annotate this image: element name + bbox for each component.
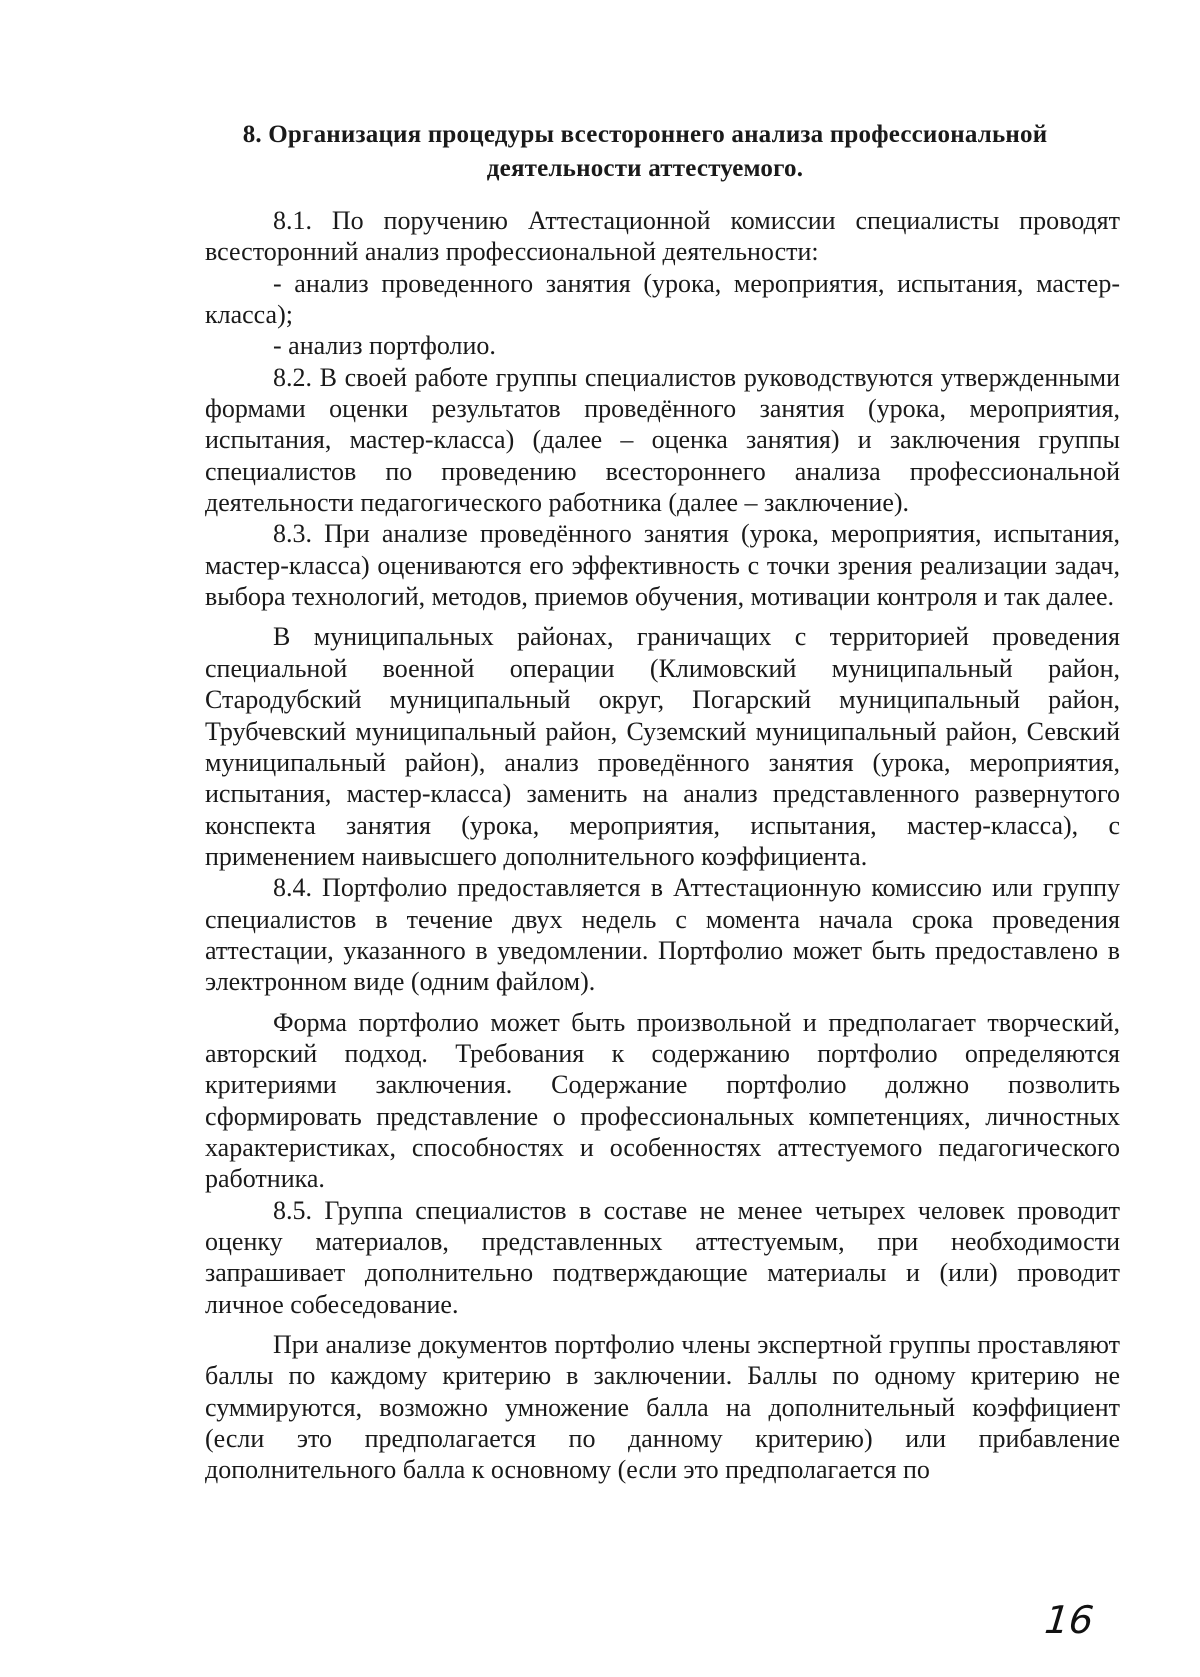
heading-line-1: 8. Организация процедуры всестороннего анализа профессиональной: [242, 121, 1048, 148]
paragraph-portfolio-scoring: При анализе документов портфолио члены экспертной группы проставляют баллы по каждому критерию в заключении. Баллы по одному критерию не суммируются, возможно умножение балла на дополнительный коэффициент (если это предполагается по данному критерию) или прибавление дополнительного балла к основному (если это предполагается по: [205, 1330, 1120, 1485]
paragraph-border-districts: В муниципальных районах, граничащих с территорией проведения специальной военной операции (Климовский муниципальный район, Стародубский муниципальный округ, Погарский муниципальный район, Трубчевский муниципальный район, Суземский муниципальный район, Севский муниципальный район), анализ проведённого занятия (урока, мероприятия, испытания, мастер-класса) заменить на анализ представленного развернутого конспекта занятия (урока, мероприятия, испытания, мастер-класса), с применением наивысшего дополнительного коэффициента.: [205, 622, 1120, 871]
list-item-portfolio-analysis: - анализ портфолио.: [273, 331, 496, 361]
document-body: [205, 205, 1120, 1486]
paragraph-8-5: 8.5. Группа специалистов в составе не менее четырех человек проводит оценку материалов, представленных аттестуемым, при необходимости запрашивает дополнительно подтверждающие материалы и (или) проводит личное собеседование.: [205, 1195, 1120, 1319]
paragraph-8-4: 8.4. Портфолио предоставляется в Аттестационную комиссию или группу специалистов в течение двух недель с момента начала срока проведения аттестации, указанного в уведомлении. Портфолио может быть предоставлено в электронном виде (одним файлом).: [205, 873, 1120, 997]
page-number: 16: [1042, 1598, 1096, 1642]
heading-line-2: деятельности аттестуемого.: [486, 155, 804, 182]
paragraph-portfolio-form: Форма портфолио может быть произвольной и предполагает творческий, авторский подход. Требования к содержанию портфолио определяются критериями заключения. Содержание портфолио должно позволить сформировать представление о профессиональных компетенциях, личностных характеристиках, способностях и особенностях аттестуемого педагогического работника.: [205, 1007, 1120, 1194]
section-heading: [205, 118, 1085, 186]
paragraph-8-2: 8.2. В своей работе группы специалистов руководствуются утвержденными формами оценки результатов проведённого занятия (урока, мероприятия, испытания, мастер-класса) (далее – оценка занятия) и заключения группы специалистов по проведению всестороннего анализа профессиональной деятельности педагогического работника (далее – заключение).: [205, 362, 1120, 518]
paragraph-8-3: 8.3. При анализе проведённого занятия (урока, мероприятия, испытания, мастер-класса) оцениваются его эффективность с точки зрения реализации задач, выбора технологий, методов, приемов обучения, мотивации контроля и так далее.: [205, 519, 1120, 612]
paragraph-8-1: 8.1. По поручению Аттестационной комиссии специалисты проводят всесторонний анализ профессиональной деятельности:: [205, 206, 1120, 267]
list-item-lesson-analysis: - анализ проведенного занятия (урока, мероприятия, испытания, мастер-класса);: [205, 268, 1120, 330]
